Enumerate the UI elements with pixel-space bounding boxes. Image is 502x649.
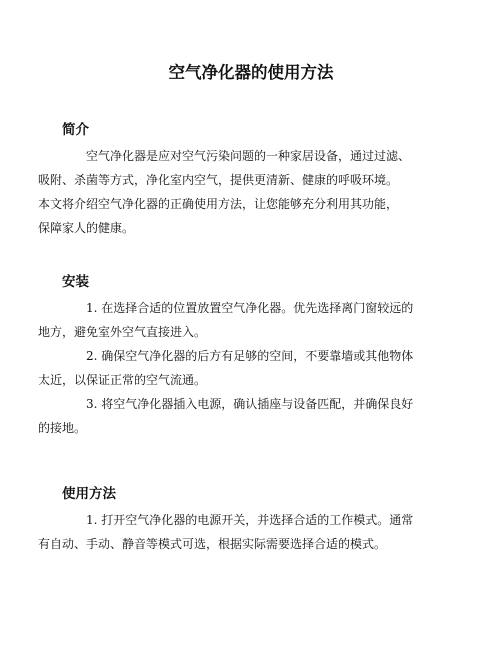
- paragraph-line: 2. 确保空气净化器的后方有足够的空间，不要靠墙或其他物体: [86, 349, 414, 363]
- paragraph-line: 地方，避免室外空气直接进入。: [38, 325, 207, 339]
- paragraph-line: 1. 打开空气净化器的电源开关，并选择合适的工作模式。通常: [86, 513, 414, 527]
- install-step-1: [38, 296, 442, 344]
- intro-paragraph: [38, 144, 442, 240]
- install-step-3: [38, 392, 442, 440]
- paragraph-line: 保障家人的健康。: [38, 221, 135, 235]
- page-title: 空气净化器的使用方法: [168, 63, 334, 82]
- paragraph-line: 的接地。: [38, 421, 87, 435]
- usage-step-1: [38, 508, 442, 556]
- install-step-2: [38, 344, 442, 392]
- paragraph-line: 本文将介绍空气净化器的正确使用方法，让您能够充分利用其功能，: [38, 197, 399, 211]
- section-heading-intro: 简介: [62, 122, 89, 138]
- section-heading-usage: 使用方法: [62, 486, 116, 502]
- section-heading-installation: 安装: [62, 274, 89, 290]
- paragraph-line: 1. 在选择合适的位置放置空气净化器。优先选择离门窗较远的: [86, 301, 414, 315]
- paragraph-line: 3. 将空气净化器插入电源，确认插座与设备匹配，并确保良好: [86, 397, 414, 411]
- paragraph-line: 空气净化器是应对空气污染问题的一种家居设备，通过过滤、: [86, 149, 411, 163]
- paragraph-line: 太近，以保证正常的空气流通。: [38, 373, 207, 387]
- paragraph-line: 有自动、手动、静音等模式可选，根据实际需要选择合适的模式。: [38, 537, 387, 551]
- paragraph-line: 吸附、杀菌等方式，净化室内空气，提供更清新、健康的呼吸环境。: [38, 173, 399, 187]
